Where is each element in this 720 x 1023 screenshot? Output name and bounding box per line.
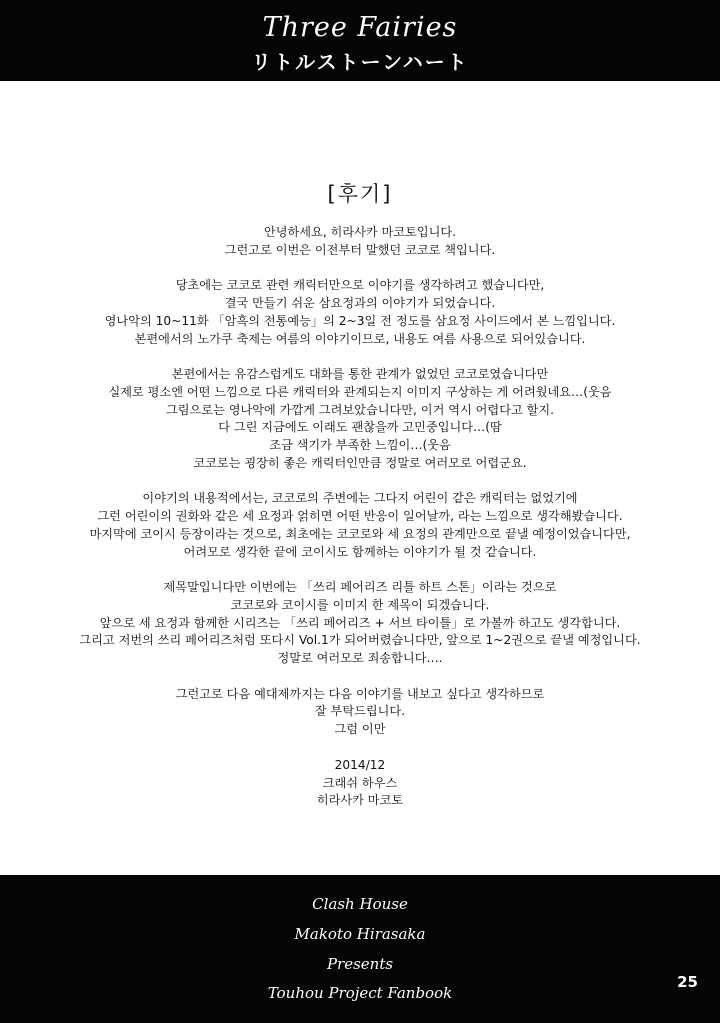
afterword-body: [0, 224, 720, 810]
text-line: 그런고로 이번은 이전부터 말했던 코코로 책입니다.: [224, 242, 496, 257]
credit-author: Makoto Hirasaka: [294, 925, 426, 943]
text-line: 2014/12: [334, 757, 386, 772]
text-line: 당초에는 코코로 관련 캐릭터만으로 이야기를 생각하려고 했습니다만,: [175, 278, 545, 293]
text-line: 제목말입니다만 이번에는 「쓰리 페어리즈 리틀 하트 스톤」이라는 것으로: [163, 580, 557, 595]
text-line: 정말로 여러모로 죄송합니다….: [277, 651, 443, 666]
page-number: 25: [677, 973, 698, 991]
book-title: Three Fairies: [262, 12, 458, 43]
afterword-section: [0, 180, 720, 828]
credit-presents: Presents: [326, 955, 394, 973]
text-line: 그림으로는 영나악에 가깝게 그려보았습니다만, 이거 역시 어렵다고 할지.: [165, 402, 555, 417]
text-line: 마지막에 코이시 등장이라는 것으로, 최초에는 코코로와 세 요정의 관계만으로 끝낼 예정이었습니다만,: [89, 526, 631, 541]
afterword-paragraph: [0, 277, 720, 348]
footer-band: [0, 875, 720, 1023]
afterword-paragraph: [0, 224, 720, 259]
afterword-paragraph: [0, 366, 720, 472]
afterword-heading: [후기]: [327, 182, 393, 206]
book-subtitle: リトルストーンハート: [251, 50, 469, 74]
text-line: 영나악의 10~11화 「암흑의 전통예능」의 2~3일 전 정도를 삼요정 사이드에서 본 느낌입니다.: [104, 313, 616, 328]
text-line: 크래쉬 하우스: [322, 775, 398, 790]
text-line: 다 그린 지금에도 이래도 괜찮을까 고민중입니다…(땀: [218, 420, 502, 435]
text-line: 조금 색기가 부족한 느낌이…(웃음: [269, 438, 451, 453]
text-line: 그런고로 다음 예대제까지는 다음 이야기를 내보고 싶다고 생각하므로: [175, 686, 545, 701]
text-line: 그럼 이만: [334, 722, 386, 737]
text-line: 잘 부탁드립니다.: [314, 704, 406, 719]
text-line: 그리고 저번의 쓰리 페어리즈처럼 또다시 Vol.1가 되어버렸습니다만, 앞으로 1~2권으로 끝낼 예정입니다.: [79, 633, 641, 648]
credit-circle: Clash House: [312, 895, 408, 913]
afterword-paragraph: [0, 757, 720, 810]
text-line: 코코로와 코이시를 이미지 한 제목이 되겠습니다.: [230, 597, 490, 612]
text-line: 결국 만들기 쉬운 삼요정과의 이야기가 되었습니다.: [224, 296, 496, 311]
afterword-paragraph: [0, 579, 720, 668]
text-line: 이야기의 내용적에서는, 코코로의 주변에는 그다지 어린이 같은 캐릭터는 없었기에: [142, 491, 578, 506]
text-line: 실제로 평소엔 어떤 느낌으로 다른 캐릭터와 관계되는지 이미지 구상하는 게 어려웠네요…(웃음: [108, 384, 612, 399]
text-line: 그런 어린이의 권화와 같은 세 요정과 얽히면 어떤 반응이 일어날까, 라는 느낌으로 생각해봤습니다.: [97, 509, 623, 524]
text-line: 히라사카 마코토: [316, 793, 404, 808]
credit-fanbook: Touhou Project Fanbook: [267, 984, 453, 1002]
afterword-paragraph: [0, 686, 720, 739]
text-line: 어려모로 생각한 끝에 코이시도 함께하는 이야기가 될 것 같습니다.: [183, 544, 537, 559]
text-line: 본편에서의 노가쿠 축제는 여름의 이야기이므로, 내용도 여름 사용으로 되어있습니다.: [134, 331, 586, 346]
header-band: [0, 0, 720, 81]
text-line: 코코로는 굉장히 좋은 캐릭터인만큼 정말로 여러모로 어렵군요.: [193, 455, 527, 470]
afterword-paragraph: [0, 490, 720, 561]
text-line: 앞으로 세 요정과 함께한 시리즈는 「쓰리 페어리즈 + 서브 타이틀」로 가볼까 하고도 생각합니다.: [99, 615, 621, 630]
text-line: 안녕하세요, 히라사카 마코토입니다.: [263, 225, 457, 239]
text-line: 본편에서는 유감스럽게도 대화를 통한 관계가 없었던 코코로였습니다만: [171, 367, 549, 382]
